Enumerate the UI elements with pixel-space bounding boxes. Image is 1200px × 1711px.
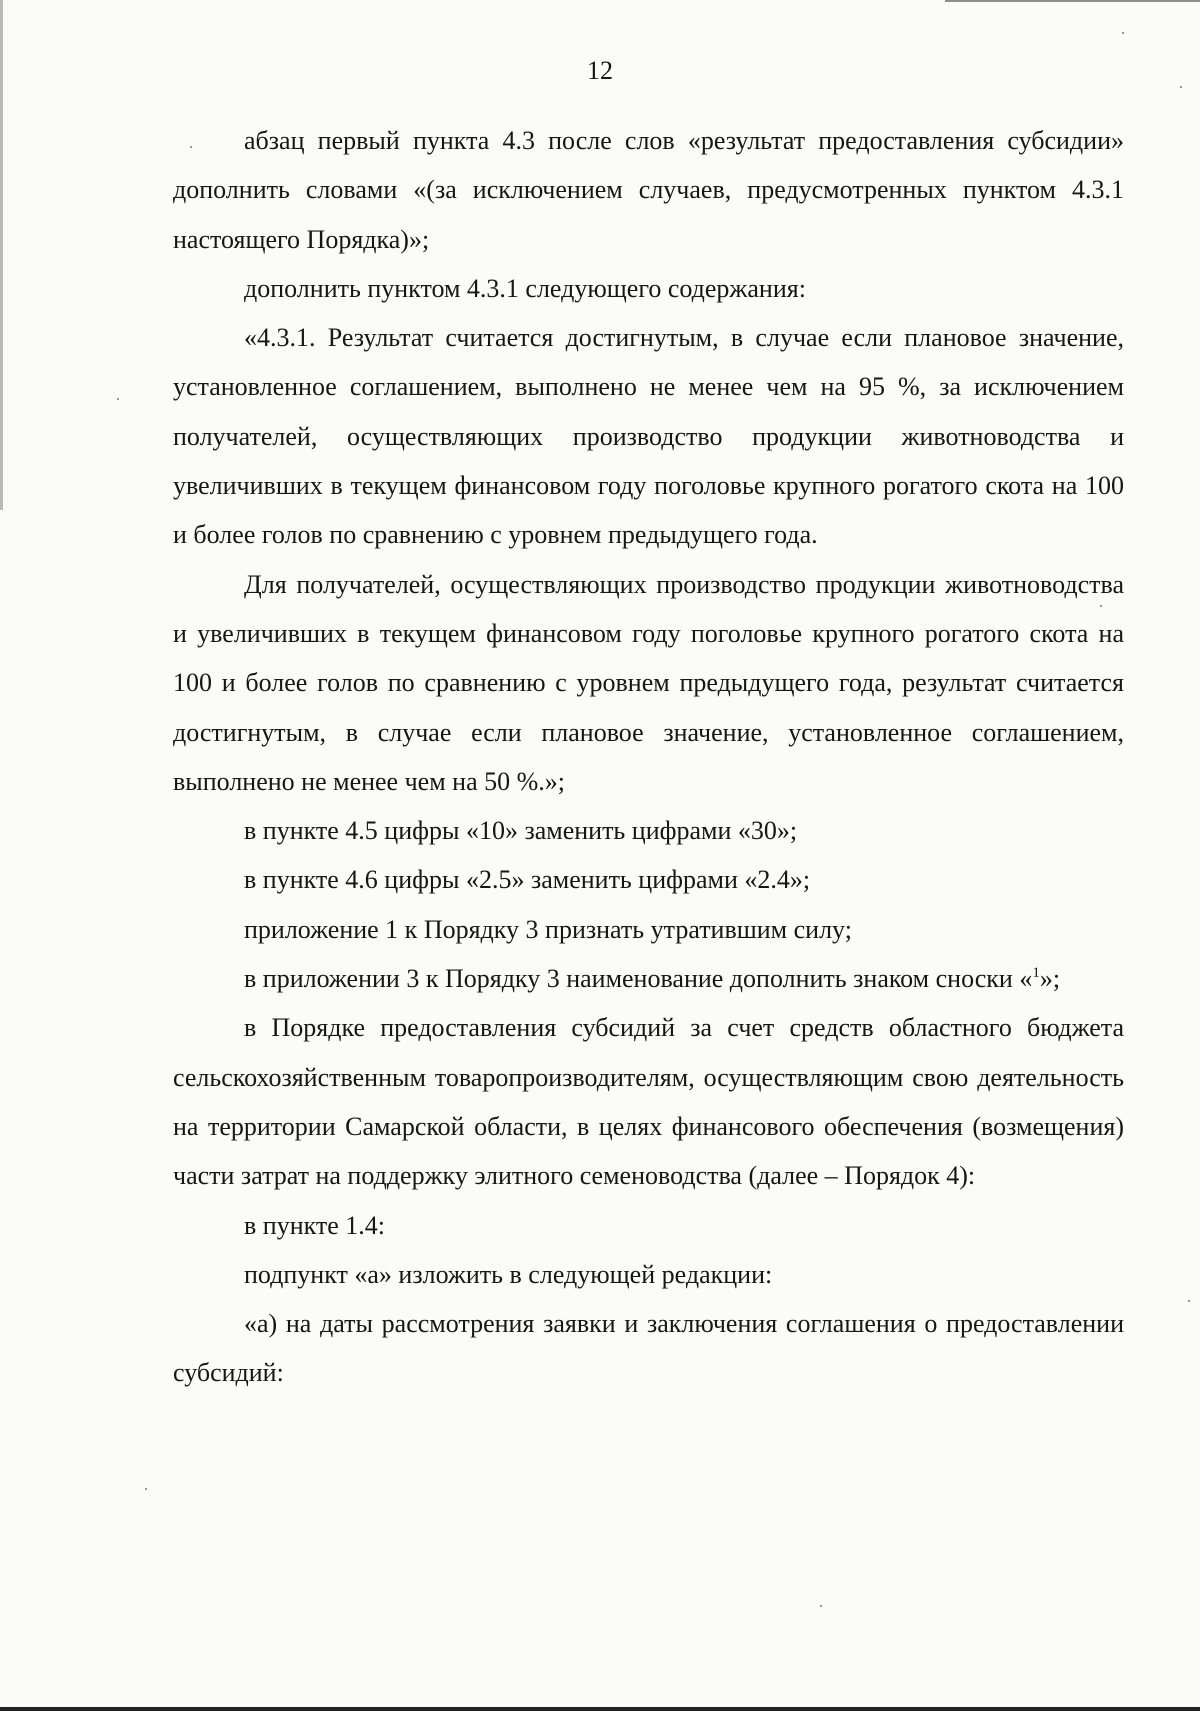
annex-3-text: в приложении 3 к Порядку 3 наименование дополнить знаком сноски «: [244, 964, 1033, 994]
scan-speck: [145, 1488, 147, 1490]
point-4-3-1-text-cont: Для получателей, осуществляющих производство продукции животноводства и увеличивших в текущем финансовом году поголовье крупного рогатого скота на 100 и более голов по сравнению с уровнем предыдущего года, результат считается достигнутым, в случае если плановое значение, установленное соглашением, выполнено не менее чем на 50 %.»;: [173, 569, 1124, 796]
amend-para-4-6: в пункте 4.6 цифры «2.5» заменить цифрами «2.4»;: [244, 865, 811, 895]
amend-para-4-5: в пункте 4.5 цифры «10» заменить цифрами «30»;: [244, 816, 798, 846]
footnote-mark: 1: [1032, 965, 1040, 982]
order-4-intro: в Порядке предоставления субсидий за счет средств областного бюджета сельскохозяйственным товаропроизводителям, осуществляющим свою деятельность на территории Самарской области, в целях финансового обеспечения (возмещения) части затрат на поддержку элитного семеноводства (далее – Порядок 4):: [173, 1013, 1124, 1191]
document-body: [173, 116, 1124, 1398]
point-1-4: в пункте 1.4:: [244, 1210, 386, 1240]
annex-3-footnote: [173, 954, 1124, 1003]
scan-speck: [117, 398, 119, 400]
subpoint-a-text: «а) на даты рассмотрения заявки и заключения соглашения о предоставлении субсидий:: [173, 1309, 1124, 1388]
add-point-4-3-1: дополнить пунктом 4.3.1 следующего содержания:: [244, 273, 806, 303]
page-number: 12: [587, 56, 613, 85]
scan-speck: [820, 1605, 822, 1607]
scan-edge-top: [945, 0, 1200, 2]
scan-speck: [1188, 1300, 1190, 1302]
annex-3-text-end: »;: [1039, 964, 1061, 994]
annex-1-repeal: приложение 1 к Порядку 3 признать утратившим силу;: [244, 914, 852, 944]
scan-speck: [1180, 86, 1182, 88]
scan-speck: [1122, 32, 1124, 34]
point-4-3-1-text: «4.3.1. Результат считается достигнутым, в случае если плановое значение, установленное соглашением, выполнено не менее чем на 95 %, за исключением получателей, осуществляющих производство продукции животноводства и увеличивших в текущем финансовом году поголовье крупного рогатого скота на 100 и более голов по сравнению с уровнем предыдущего года.: [173, 323, 1124, 550]
scan-edge-bottom: [0, 1707, 1200, 1711]
amend-para-4-3: абзац первый пункта 4.3 после слов «результат предоставления субсидии» дополнить словами «(за исключением случаев, предусмотренных пунктом 4.3.1 настоящего Порядка)»;: [173, 126, 1124, 254]
subpoint-a-intro: подпункт «а» изложить в следующей редакции:: [244, 1259, 773, 1289]
